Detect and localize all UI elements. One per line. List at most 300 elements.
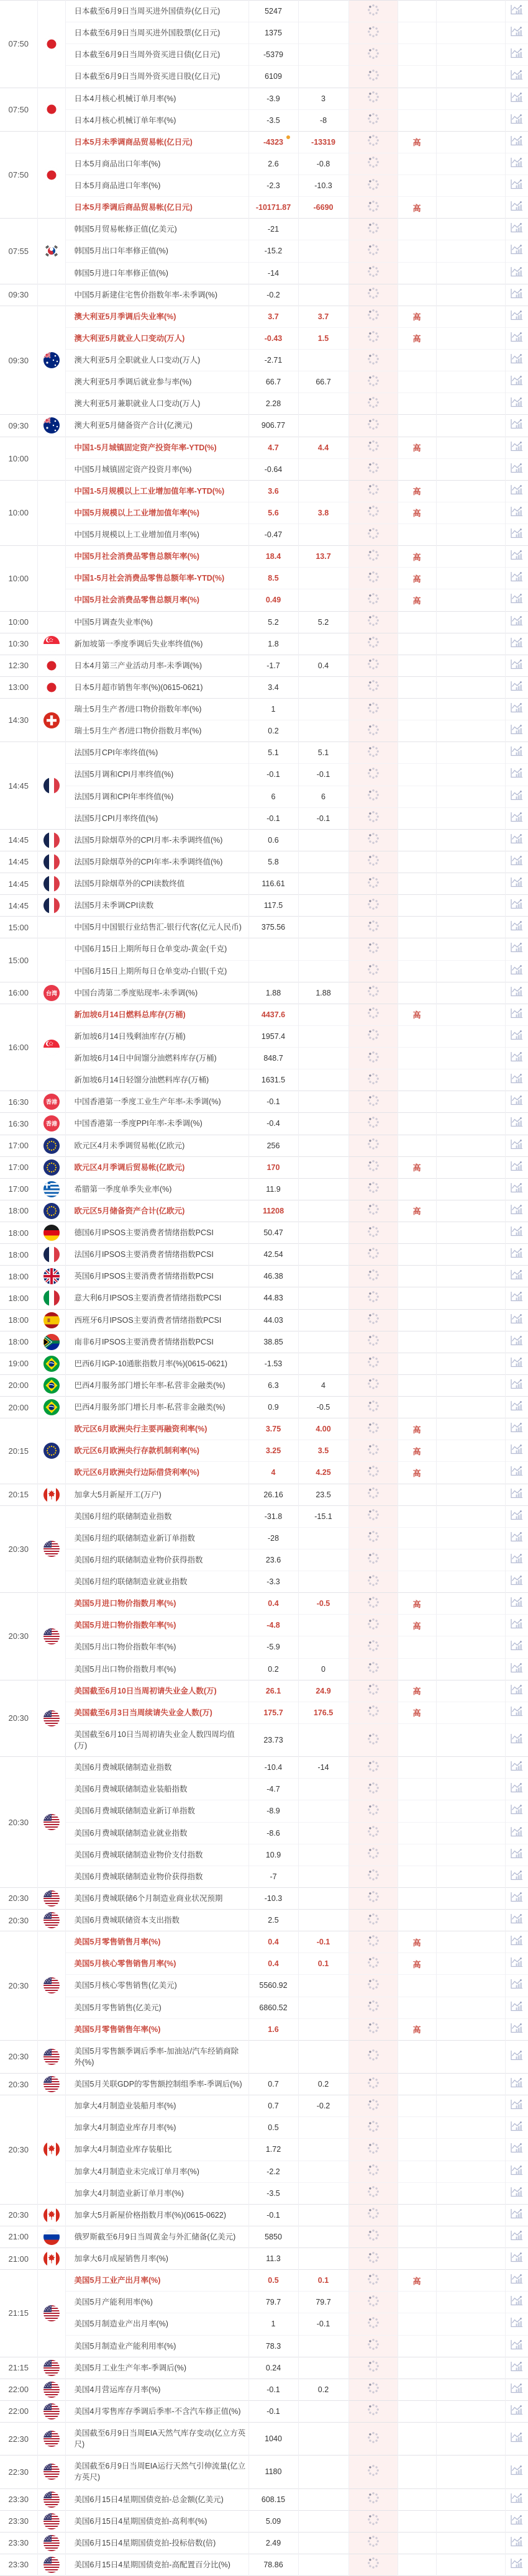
- importance-badge: [398, 219, 436, 240]
- previous-value: [248, 2313, 298, 2335]
- history-chart-button[interactable]: [509, 1508, 524, 1523]
- event-name: 日本4月核心机械订单年率(%): [65, 109, 248, 131]
- history-chart-button[interactable]: [509, 221, 524, 235]
- history-chart-button[interactable]: [509, 1683, 524, 1697]
- calendar-row: [0, 2313, 528, 2335]
- history-chart-button[interactable]: [509, 2185, 524, 2200]
- history-chart-button[interactable]: [509, 1246, 524, 1261]
- calendar-group: [0, 1113, 528, 1135]
- history-chart-button[interactable]: [509, 2338, 524, 2352]
- importance-badge: [398, 2074, 436, 2095]
- forecast-value: [298, 415, 348, 437]
- loading-spinner-icon: [366, 2076, 380, 2090]
- usa-flag-icon: [37, 1593, 65, 1680]
- history-chart-button[interactable]: [509, 417, 524, 432]
- forecast-value: [298, 1069, 348, 1091]
- bar-chart-icon: [510, 991, 523, 1000]
- calendar-group: [0, 633, 528, 655]
- event-time: 10:00: [0, 611, 37, 633]
- history-chart-button[interactable]: [509, 548, 524, 563]
- history-chart-button[interactable]: [509, 854, 524, 868]
- importance-badge: [398, 2423, 436, 2456]
- history-chart-button[interactable]: [509, 1617, 524, 1631]
- calendar-row: [0, 676, 528, 698]
- history-chart-button[interactable]: [509, 2360, 524, 2374]
- history-chart-button[interactable]: [509, 461, 524, 476]
- calendar-row: [0, 2400, 528, 2422]
- previous-value: [248, 1866, 298, 1887]
- calendar-group: [0, 2456, 528, 2488]
- loading-spinner-icon: [366, 1508, 380, 1522]
- usa-flag-icon: [43, 2431, 60, 2447]
- history-chart-button[interactable]: [509, 1203, 524, 1217]
- history-chart-button[interactable]: [509, 679, 524, 694]
- history-chart-button[interactable]: [509, 1705, 524, 1719]
- history-chart-button[interactable]: [509, 1138, 524, 1152]
- south-korea-flag-icon: [37, 219, 65, 284]
- event-name: 中国6月15日上期所每日仓单变动-白银(千克): [65, 960, 248, 982]
- chart-detail-cell: [505, 240, 528, 262]
- calendar-row: [0, 1931, 528, 1953]
- previous-value: [248, 262, 298, 284]
- actual-value-pending: [348, 589, 398, 611]
- history-chart-button[interactable]: [509, 2513, 524, 2528]
- calendar-row: [0, 1887, 528, 1909]
- history-chart-button[interactable]: [509, 2272, 524, 2287]
- history-chart-button[interactable]: [509, 483, 524, 497]
- history-chart-button[interactable]: [509, 1399, 524, 1413]
- loading-spinner-icon: [366, 2272, 380, 2286]
- bar-chart-icon: [510, 2409, 523, 2418]
- previous-value-text: 170: [266, 1163, 280, 1172]
- france-flag-icon: [43, 854, 60, 870]
- actual-value-pending: [348, 2018, 398, 2040]
- calendar-group: [0, 938, 528, 982]
- actual-value-pending: [348, 1397, 398, 1418]
- previous-value: [248, 1757, 298, 1779]
- history-chart-button[interactable]: [509, 1443, 524, 1457]
- previous-value-text: 3.7: [268, 312, 279, 321]
- history-chart-button[interactable]: [509, 723, 524, 737]
- extra-cell: [436, 2074, 505, 2095]
- importance-badge: 高: [398, 502, 436, 524]
- bar-chart-icon: [510, 2519, 523, 2528]
- loading-spinner-icon: [366, 1551, 380, 1565]
- chart-detail-cell: [505, 262, 528, 284]
- history-chart-button[interactable]: [509, 265, 524, 279]
- bar-chart-icon: [510, 2365, 523, 2375]
- previous-value-text: 38.85: [263, 1337, 283, 1346]
- calendar-group: [0, 1484, 528, 1505]
- calendar-row: [0, 1200, 528, 1222]
- history-chart-button[interactable]: [509, 2207, 524, 2221]
- usa-flag-icon: [37, 2379, 65, 2400]
- history-chart-button[interactable]: [509, 919, 524, 933]
- event-name: 法国5月除烟草外的CPI年率-未季调终值(%): [65, 851, 248, 873]
- history-chart-button[interactable]: [509, 1825, 524, 1839]
- history-chart-button[interactable]: [509, 2141, 524, 2156]
- chart-detail-cell: [505, 807, 528, 829]
- extra-cell: [436, 524, 505, 546]
- history-chart-button[interactable]: [509, 1028, 524, 1043]
- actual-value-pending: [348, 2074, 398, 2095]
- italy-flag-icon: [37, 1287, 65, 1309]
- previous-value-text: -10.3: [264, 1893, 283, 1903]
- history-chart-button[interactable]: [509, 2229, 524, 2243]
- history-chart-button[interactable]: [509, 1759, 524, 1774]
- previous-value: [248, 1571, 298, 1593]
- extra-cell: [436, 917, 505, 938]
- forecast-value: [298, 1997, 348, 2018]
- bar-chart-icon: [510, 881, 523, 891]
- chart-detail-cell: [505, 1004, 528, 1025]
- australia-flag-icon: [37, 306, 65, 415]
- history-chart-button[interactable]: [509, 287, 524, 301]
- history-chart-button[interactable]: [509, 2021, 524, 2036]
- actual-value-pending: [348, 327, 398, 349]
- chart-detail-cell: [505, 2270, 528, 2292]
- loading-spinner-icon: [366, 374, 380, 388]
- history-chart-button[interactable]: [509, 658, 524, 672]
- history-chart-button[interactable]: [509, 963, 524, 977]
- japan-flag-icon: [37, 131, 65, 219]
- history-chart-button[interactable]: [509, 1268, 524, 1282]
- calendar-row: [0, 1156, 528, 1178]
- history-chart-button[interactable]: [509, 789, 524, 803]
- history-chart-button[interactable]: [509, 2251, 524, 2265]
- event-name: 欧元区6月欧洲央行存款机制利率(%): [65, 1440, 248, 1462]
- calendar-group: [0, 873, 528, 895]
- history-chart-button[interactable]: [509, 745, 524, 759]
- event-name: 法国5月调和CPI年率终值(%): [65, 786, 248, 807]
- history-chart-button[interactable]: [509, 941, 524, 955]
- history-chart-button[interactable]: [509, 1890, 524, 1905]
- forecast-value: [298, 1527, 348, 1549]
- actual-value-pending: [348, 1418, 398, 1440]
- italy-flag-icon: [43, 1290, 60, 1306]
- calendar-group: [0, 2095, 528, 2205]
- importance-badge: [398, 415, 436, 437]
- history-chart-button[interactable]: [509, 2294, 524, 2308]
- history-chart-button[interactable]: [509, 2098, 524, 2112]
- history-chart-button[interactable]: [509, 2403, 524, 2418]
- history-chart-button[interactable]: [509, 1803, 524, 1817]
- calendar-row: [0, 1975, 528, 1997]
- previous-value: [248, 589, 298, 611]
- bar-chart-icon: [510, 925, 523, 934]
- loading-spinner-icon: [366, 2228, 380, 2242]
- history-chart-button[interactable]: [509, 91, 524, 105]
- history-chart-button[interactable]: [509, 68, 524, 83]
- previous-value: [248, 2510, 298, 2532]
- history-chart-button[interactable]: [509, 1007, 524, 1021]
- history-chart-button[interactable]: [509, 330, 524, 345]
- importance-badge: [398, 2488, 436, 2510]
- history-chart-button[interactable]: [509, 1530, 524, 1544]
- importance-badge: [398, 720, 436, 742]
- history-chart-button[interactable]: [509, 1595, 524, 1610]
- usa-flag-icon: [43, 2464, 60, 2480]
- calendar-row: [0, 153, 528, 175]
- history-chart-button[interactable]: [509, 178, 524, 192]
- history-chart-button[interactable]: [509, 2557, 524, 2571]
- history-chart-button[interactable]: [509, 156, 524, 170]
- history-chart-button[interactable]: [509, 1421, 524, 1435]
- previous-value: [248, 546, 298, 568]
- history-chart-button[interactable]: [509, 766, 524, 781]
- history-chart-button[interactable]: [509, 1464, 524, 1479]
- history-chart-button[interactable]: [509, 352, 524, 366]
- forecast-value: 4: [298, 1374, 348, 1396]
- calendar-row: [0, 66, 528, 88]
- history-chart-button[interactable]: [509, 134, 524, 148]
- calendar-row: [0, 2554, 528, 2575]
- chart-detail-cell: [505, 676, 528, 698]
- bar-chart-icon: [510, 379, 523, 389]
- canada-flag-icon: [43, 1487, 60, 1503]
- history-chart-button[interactable]: [509, 1072, 524, 1086]
- loading-spinner-icon: [366, 635, 380, 649]
- forecast-value: 176.5: [298, 1702, 348, 1723]
- history-chart-button[interactable]: [509, 1094, 524, 1108]
- history-chart-button[interactable]: [509, 1159, 524, 1174]
- extra-cell: [436, 982, 505, 1004]
- extra-cell: [436, 2379, 505, 2400]
- bar-chart-icon: [510, 293, 523, 302]
- history-chart-button[interactable]: [509, 527, 524, 541]
- event-name: 澳大利亚5月季调后失业率(%): [65, 306, 248, 327]
- history-chart-button[interactable]: [509, 1115, 524, 1130]
- history-chart-button[interactable]: [509, 396, 524, 410]
- history-chart-button[interactable]: [509, 47, 524, 61]
- event-name: 美国5月出口物价指数年率(%): [65, 1636, 248, 1658]
- forecast-value: -0.1: [298, 807, 348, 829]
- importance-badge: [398, 1266, 436, 1287]
- event-time: 20:15: [0, 1418, 37, 1484]
- loading-spinner-icon: [366, 679, 380, 692]
- importance-badge: [398, 2226, 436, 2247]
- previous-value: [248, 502, 298, 524]
- actual-value-pending: [348, 1910, 398, 1931]
- extra-cell: [436, 589, 505, 611]
- empty-flag-cell: [37, 938, 65, 982]
- chart-detail-cell: [505, 393, 528, 415]
- history-chart-button[interactable]: [509, 440, 524, 454]
- extra-cell: [436, 1844, 505, 1866]
- history-chart-button[interactable]: [509, 2316, 524, 2330]
- history-chart-button[interactable]: [509, 1912, 524, 1926]
- chart-detail-cell: [505, 1178, 528, 1200]
- loading-spinner-icon: [366, 570, 380, 584]
- extra-cell: [436, 2488, 505, 2510]
- history-chart-button[interactable]: [509, 2000, 524, 2014]
- extra-cell: [436, 44, 505, 66]
- importance-badge: [398, 1353, 436, 1374]
- importance-badge: [398, 1658, 436, 1680]
- history-chart-button[interactable]: [509, 1661, 524, 1676]
- event-name: 巴西4月服务部门增长月率-私营非金融类(%): [65, 1397, 248, 1418]
- history-chart-button[interactable]: [509, 1552, 524, 1566]
- previous-value-text: 1180: [265, 2467, 282, 2477]
- history-chart-button[interactable]: [509, 2164, 524, 2178]
- actual-value-pending: [348, 44, 398, 66]
- bar-chart-icon: [510, 227, 523, 236]
- actual-value-pending: [348, 66, 398, 88]
- history-chart-button[interactable]: [509, 2464, 524, 2478]
- calendar-group: [0, 1200, 528, 1222]
- calendar-row: [0, 1822, 528, 1844]
- actual-value-pending: [348, 1091, 398, 1113]
- history-chart-button[interactable]: [509, 1356, 524, 1370]
- history-chart-button[interactable]: [509, 2120, 524, 2134]
- history-chart-button[interactable]: [509, 1225, 524, 1239]
- actual-value-pending: [348, 2161, 398, 2182]
- previous-value: [248, 2095, 298, 2117]
- extra-cell: [436, 873, 505, 895]
- event-time: 17:00: [0, 1156, 37, 1178]
- actual-value-pending: [348, 2532, 398, 2554]
- history-chart-button[interactable]: [509, 592, 524, 606]
- actual-value-pending: [348, 197, 398, 219]
- chart-detail-cell: [505, 655, 528, 676]
- history-chart-button[interactable]: [509, 1732, 524, 1746]
- previous-value: [248, 1178, 298, 1200]
- actual-value-pending: [348, 2248, 398, 2270]
- history-chart-button[interactable]: [509, 832, 524, 846]
- extra-cell: [436, 2095, 505, 2117]
- history-chart-button[interactable]: [509, 1956, 524, 1970]
- loading-spinner-icon: [366, 1977, 380, 1991]
- loading-spinner-icon: [366, 2294, 380, 2308]
- history-chart-button[interactable]: [509, 199, 524, 214]
- history-chart-button[interactable]: [509, 309, 524, 323]
- actual-value-pending: [348, 655, 398, 676]
- previous-value-text: 1.8: [268, 639, 279, 648]
- actual-value-pending: [348, 1331, 398, 1353]
- history-chart-button[interactable]: [509, 810, 524, 825]
- bar-chart-icon: [510, 1623, 523, 1632]
- history-chart-button[interactable]: [509, 243, 524, 257]
- history-chart-button[interactable]: [509, 1181, 524, 1195]
- history-chart-button[interactable]: [509, 876, 524, 890]
- spain-flag-icon: [37, 1309, 65, 1331]
- previous-value-text: -2.3: [266, 181, 280, 191]
- history-chart-button[interactable]: [509, 614, 524, 628]
- previous-value-text: 5247: [265, 7, 282, 16]
- chart-detail-cell: [505, 1244, 528, 1266]
- extra-cell: [436, 1484, 505, 1505]
- calendar-group: [0, 2488, 528, 2510]
- chart-detail-cell: [505, 458, 528, 480]
- event-time: 14:45: [0, 851, 37, 873]
- history-chart-button[interactable]: [509, 1050, 524, 1064]
- previous-value: [248, 1505, 298, 1527]
- history-chart-button[interactable]: [509, 25, 524, 39]
- history-chart-button[interactable]: [509, 1977, 524, 1992]
- loading-spinner-icon: [366, 1999, 380, 2013]
- history-chart-button[interactable]: [509, 112, 524, 127]
- loading-spinner-icon: [366, 2206, 380, 2220]
- calendar-group: [0, 284, 528, 306]
- calendar-row: [0, 1048, 528, 1069]
- event-name: 澳大利亚5月全职就业人口变动(万人): [65, 350, 248, 371]
- history-chart-button[interactable]: [509, 1334, 524, 1348]
- history-chart-button[interactable]: [509, 2076, 524, 2090]
- history-chart-button[interactable]: [509, 1377, 524, 1392]
- history-chart-button[interactable]: [509, 1487, 524, 1501]
- history-chart-button[interactable]: [509, 1934, 524, 1948]
- history-chart-button[interactable]: [509, 985, 524, 999]
- history-chart-button[interactable]: [509, 2431, 524, 2445]
- chart-detail-cell: [505, 2456, 528, 2488]
- history-chart-button[interactable]: [509, 505, 524, 519]
- history-chart-button[interactable]: [509, 3, 524, 17]
- calendar-row: [0, 1636, 528, 1658]
- history-chart-button[interactable]: [509, 1781, 524, 1795]
- history-chart-button[interactable]: [509, 2492, 524, 2506]
- singapore-flag-icon: [43, 1040, 60, 1056]
- history-chart-button[interactable]: [509, 570, 524, 584]
- loading-spinner-icon: [366, 527, 380, 540]
- importance-badge: [398, 2139, 436, 2161]
- history-chart-button[interactable]: [509, 2535, 524, 2549]
- history-chart-button[interactable]: [509, 1869, 524, 1883]
- importance-badge: [398, 676, 436, 698]
- importance-badge: [398, 371, 436, 393]
- extra-cell: [436, 1222, 505, 1244]
- history-chart-button[interactable]: [509, 2382, 524, 2396]
- previous-value: [248, 1135, 298, 1156]
- loading-spinner-icon: [366, 1202, 380, 1216]
- loading-spinner-icon: [366, 1443, 380, 1456]
- actual-value-pending: [348, 1440, 398, 1462]
- calendar-group: [0, 1222, 528, 1244]
- extra-cell: [436, 1309, 505, 1331]
- history-chart-button[interactable]: [509, 1574, 524, 1588]
- history-chart-button[interactable]: [509, 1639, 524, 1653]
- event-time: 20:30: [0, 2074, 37, 2095]
- importance-badge: 高: [398, 327, 436, 349]
- event-name: 加拿大5月新屋开工(万户): [65, 1484, 248, 1505]
- calendar-row: [0, 1658, 528, 1680]
- history-chart-button[interactable]: [509, 374, 524, 388]
- event-name: 加拿大4月制造业库存月率(%): [65, 2117, 248, 2139]
- history-chart-button[interactable]: [509, 636, 524, 650]
- event-time: 07:55: [0, 219, 37, 284]
- calendar-row: [0, 2292, 528, 2313]
- history-chart-button[interactable]: [509, 1290, 524, 1304]
- history-chart-button[interactable]: [509, 701, 524, 715]
- bar-chart-icon: [510, 1295, 523, 1305]
- previous-value: [248, 2182, 298, 2204]
- history-chart-button[interactable]: [509, 2049, 524, 2063]
- actual-value-pending: [348, 1636, 398, 1658]
- bar-chart-icon: [510, 838, 523, 847]
- calendar-group: [0, 2270, 528, 2357]
- history-chart-button[interactable]: [509, 1847, 524, 1861]
- extra-cell: [436, 2117, 505, 2139]
- actual-value-pending: [348, 240, 398, 262]
- history-chart-button[interactable]: [509, 897, 524, 912]
- history-chart-button[interactable]: [509, 1312, 524, 1327]
- usa-flag-icon: [37, 2554, 65, 2575]
- previous-value: [248, 153, 298, 175]
- extra-cell: [436, 1593, 505, 1615]
- forecast-value: -15.1: [298, 1505, 348, 1527]
- importance-badge: [398, 458, 436, 480]
- calendar-group: [0, 611, 528, 633]
- previous-value: [248, 350, 298, 371]
